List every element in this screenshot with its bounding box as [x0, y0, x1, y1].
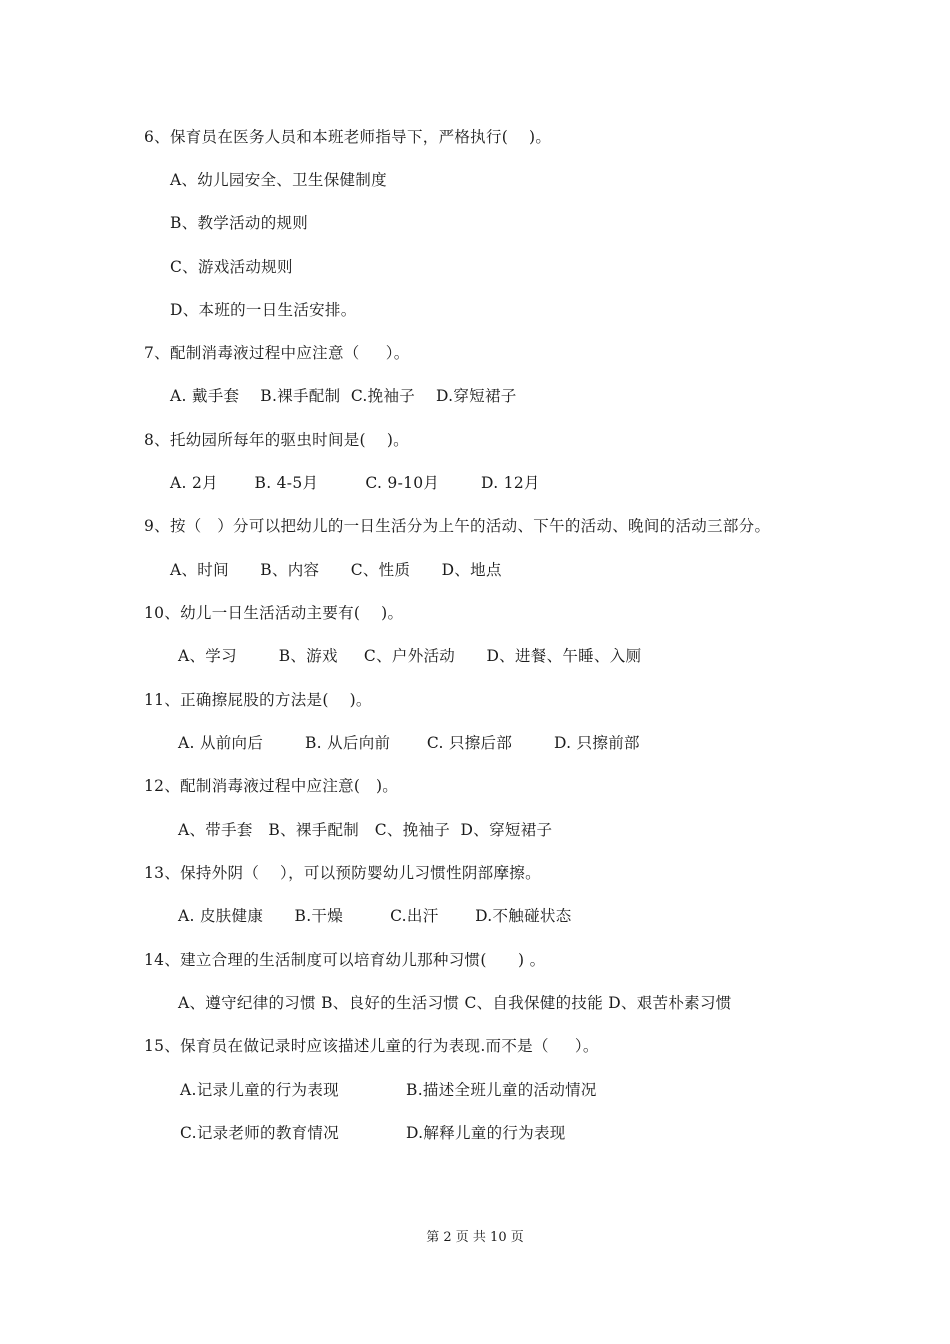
question-6-option-d: D、本班的一日生活安排。: [170, 301, 357, 319]
question-11-stem: 11、正确擦屁股的方法是( )。: [144, 691, 372, 709]
question-15-option-a: A.记录儿童的行为表现: [180, 1081, 339, 1099]
question-11-options: A. 从前向后 B. 从后向前 C. 只擦后部 D. 只擦前部: [178, 734, 640, 752]
question-9-stem: 9、按（ ）分可以把幼儿的一日生活分为上午的活动、下午的活动、晚间的活动三部分。: [144, 517, 771, 535]
question-6-option-c: C、游戏活动规则: [170, 258, 293, 276]
question-13-stem: 13、保持外阴（ ），可以预防婴幼儿习惯性阴部摩擦。: [144, 864, 541, 882]
question-9-options: A、时间 B、内容 C、性质 D、地点: [170, 561, 502, 579]
question-10-options: A、学习 B、游戏 C、户外活动 D、进餐、午睡、入厕: [178, 647, 642, 665]
question-6-stem: 6、保育员在医务人员和本班老师指导下，严格执行( )。: [144, 128, 552, 146]
page-number-footer: 第 2 页 共 10 页: [426, 1230, 524, 1245]
question-14-stem: 14、建立合理的生活制度可以培育幼儿那种习惯( ) 。: [144, 951, 546, 969]
question-15-option-d: D.解释儿童的行为表现: [406, 1124, 566, 1142]
question-6-option-b: B、教学活动的规则: [170, 214, 309, 232]
question-13-options: A. 皮肤健康 B.干燥 C.出汗 D.不触碰状态: [178, 907, 572, 925]
question-12-stem: 12、配制消毒液过程中应注意( )。: [144, 777, 399, 795]
question-15-option-b: B.描述全班儿童的活动情况: [406, 1081, 597, 1099]
question-7-stem: 7、配制消毒液过程中应注意（ ）。: [144, 344, 410, 362]
question-8-options: A. 2月 B. 4-5月 C. 9-10月 D. 12月: [170, 474, 540, 492]
question-10-stem: 10、幼儿一日生活活动主要有( )。: [144, 604, 404, 622]
question-15-option-c: C.记录老师的教育情况: [180, 1124, 340, 1142]
question-6-option-a: A、幼儿园安全、卫生保健制度: [170, 171, 387, 189]
question-12-options: A、带手套 B、裸手配制 C、挽袖子 D、穿短裙子: [178, 821, 553, 839]
question-7-options: A. 戴手套 B.裸手配制 C.挽袖子 D.穿短裙子: [170, 387, 517, 405]
question-15-stem: 15、保育员在做记录时应该描述儿童的行为表现.而不是（ ）。: [144, 1037, 599, 1055]
question-14-options: A、遵守纪律的习惯 B、良好的生活习惯 C、自我保健的技能 D、艰苦朴素习惯: [178, 994, 732, 1012]
question-8-stem: 8、托幼园所每年的驱虫时间是( )。: [144, 431, 409, 449]
